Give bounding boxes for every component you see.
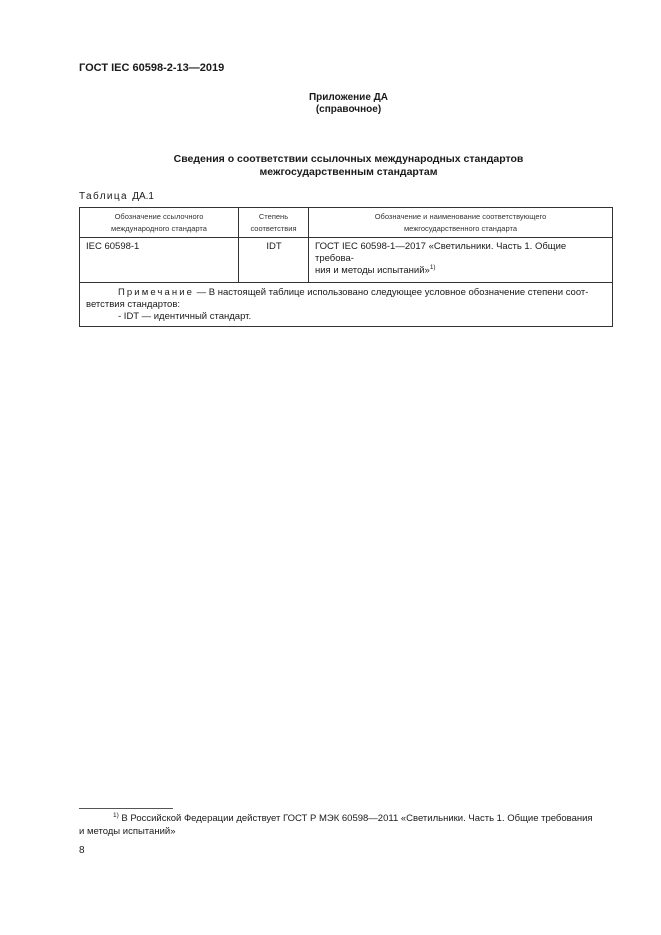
footnote-text: В Российской Федерации действует ГОСТ Р МЭК 60598—2011 «Светильники. Часть 1. Общие требования: [118, 813, 593, 824]
table-row: [80, 238, 613, 283]
cell-degree: IDT: [239, 238, 309, 283]
annex-kind: (справочное): [315, 104, 382, 115]
note-line: [86, 287, 607, 299]
note-line: ветствия стандартов:: [86, 299, 181, 310]
header-text: Степень: [258, 212, 289, 221]
header-text: соответствия: [250, 224, 297, 233]
footnote-divider: [79, 808, 173, 809]
header-text: Обозначение и наименование соответствующего: [374, 212, 547, 221]
cell-ref-standard: IEC 60598-1: [80, 238, 239, 283]
standards-table: [79, 207, 613, 327]
header-degree: [239, 208, 309, 238]
footnote-reference: 1): [429, 263, 436, 271]
footnote: [79, 812, 615, 838]
table-note-row: [80, 283, 613, 327]
table-caption-number: ДА.1: [132, 191, 154, 202]
cell-text: ГОСТ IEC 60598-1—2017 «Светильники. Часть 1. Общие требова-: [315, 241, 567, 264]
table-caption: [79, 191, 154, 202]
note-text: — В настоящей таблице использовано следующее условное обозначение степени соот-: [194, 287, 589, 298]
footnote-line: [79, 812, 615, 825]
cell-interstate-standard: [309, 238, 613, 283]
document-code: ГОСТ IEC 60598-2-13—2019: [79, 62, 225, 74]
table-caption-word: Таблица: [79, 191, 129, 202]
header-ref-standard: [80, 208, 239, 238]
header-text: Обозначение ссылочного: [114, 212, 204, 221]
cell-text-part: ния и методы испытаний»: [315, 265, 430, 276]
table-note: [80, 283, 613, 327]
footnote-line: и методы испытаний»: [79, 826, 176, 837]
header-interstate-standard: [309, 208, 613, 238]
page-number: 8: [79, 845, 85, 856]
header-text: международного стандарта: [111, 224, 207, 233]
section-heading-line2: межгосударственным стандартам: [259, 166, 438, 178]
annex-title: Приложение ДА: [308, 92, 389, 103]
footnote-mark: 1): [113, 811, 119, 819]
note-label: Примечание: [118, 287, 194, 298]
header-text: межгосударственного стандарта: [404, 224, 517, 233]
section-heading-line1: Сведения о соответствии ссылочных международных стандартов: [173, 153, 524, 165]
note-list-item: - IDT — идентичный стандарт.: [118, 311, 252, 322]
table-header-row: [80, 208, 613, 238]
cell-text: [315, 265, 607, 277]
